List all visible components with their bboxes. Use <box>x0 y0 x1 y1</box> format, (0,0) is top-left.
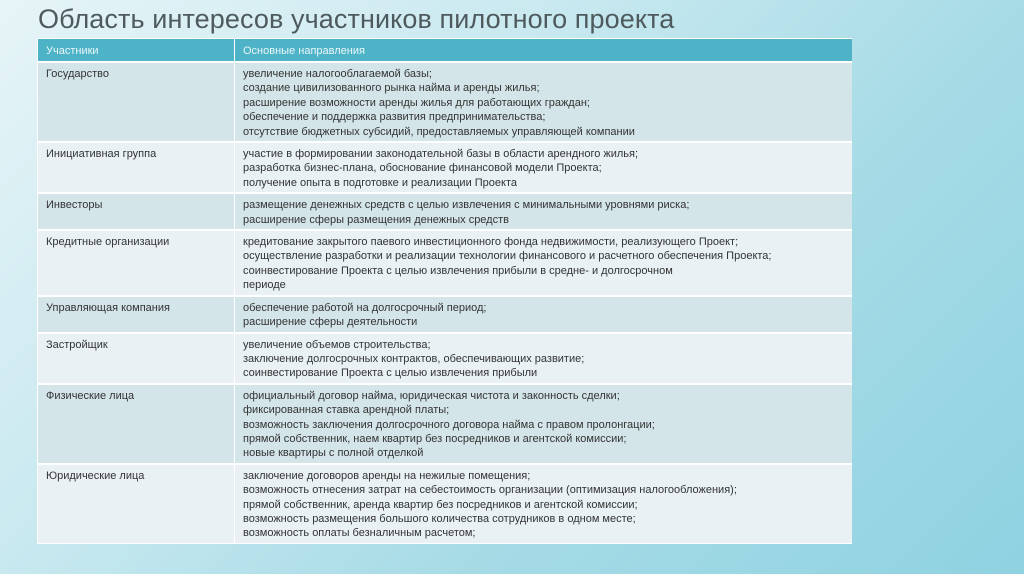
direction-line: участие в формировании законодательной базы в области арендного жилья; <box>243 148 639 161</box>
direction-line: обеспечение и поддержка развития предпринимательства; <box>243 111 546 124</box>
table-row <box>38 230 853 296</box>
direction-line: отсутствие бюджетных субсидий, предоставляемых управляющей компании <box>243 125 635 138</box>
direction-line: прямой собственник, аренда квартир без посредников и агентской комиссии; <box>243 498 638 511</box>
direction-line: расширение возможности аренды жилья для работающих граждан; <box>243 96 590 109</box>
table-row <box>38 142 853 193</box>
directions-cell <box>235 230 853 296</box>
direction-line: создание цивилизованного рынка найма и аренды жилья; <box>243 82 540 95</box>
table-row <box>38 333 853 384</box>
direction-line: возможность отнесения затрат на себестоимость организации (оптимизация налогообложения); <box>243 484 737 497</box>
directions-cell <box>235 384 853 464</box>
direction-line: фиксированная ставка арендной платы; <box>243 404 450 417</box>
table-row <box>38 62 853 142</box>
participant-cell: Инициативная группа <box>38 142 235 193</box>
participant-cell: Государство <box>38 62 235 142</box>
direction-line: прямой собственник, наем квартир без посредников и агентской комиссии; <box>243 432 627 445</box>
participant-cell: Застройщик <box>38 333 235 384</box>
participant-cell: Юридические лица <box>38 464 235 544</box>
direction-line: возможность размещения большого количества сотрудников в одном месте; <box>243 512 636 525</box>
header-directions: Основные направления <box>235 39 853 63</box>
direction-line: увеличение объемов строительства; <box>243 338 431 351</box>
direction-line: размещение денежных средств с целью извлечения с минимальными уровнями риска; <box>243 199 690 212</box>
direction-line: осуществление разработки и реализации технологии финансового и расчетного обеспечения Проекта; <box>243 250 772 263</box>
direction-line: обеспечение работой на долгосрочный период; <box>243 301 487 314</box>
header-participants: Участники <box>38 39 235 63</box>
direction-line: новые квартиры с полной отделкой <box>243 447 424 460</box>
direction-line: соинвестирование Проекта с целью извлечения прибыли в средне- и долгосрочном <box>243 264 673 277</box>
table-row <box>38 384 853 464</box>
participant-cell: Кредитные организации <box>38 230 235 296</box>
direction-line: кредитование закрытого паевого инвестиционного фонда недвижимости, реализующего Проект; <box>243 236 739 249</box>
directions-cell <box>235 142 853 193</box>
directions-cell <box>235 62 853 142</box>
direction-line: получение опыта в подготовке и реализации Проекта <box>243 176 517 189</box>
table-header-row <box>38 39 853 63</box>
direction-line: заключение долгосрочных контрактов, обеспечивающих развитие; <box>243 352 585 365</box>
direction-line: возможность заключения долгосрочного договора найма с правом пролонгации; <box>243 418 655 431</box>
direction-line: периоде <box>243 279 286 292</box>
direction-line: возможность оплаты безналичным расчетом; <box>243 527 476 540</box>
participant-cell: Инвесторы <box>38 193 235 230</box>
direction-line: расширение сферы размещения денежных средств <box>243 213 509 226</box>
directions-cell <box>235 464 853 544</box>
direction-line: разработка бизнес-плана, обоснование финансовой модели Проекта; <box>243 162 602 175</box>
table-body <box>38 62 853 543</box>
direction-line: увеличение налогооблагаемой базы; <box>243 68 432 80</box>
participants-table <box>37 38 852 544</box>
table-row <box>38 296 853 333</box>
direction-line: соинвестирование Проекта с целью извлечения прибыли <box>243 367 538 380</box>
participant-cell: Физические лица <box>38 384 235 464</box>
directions-cell <box>235 296 853 333</box>
directions-cell <box>235 333 853 384</box>
table-row <box>38 193 853 230</box>
direction-line: официальный договор найма, юридическая чистота и законность сделки; <box>243 389 620 402</box>
participants-table-container <box>37 38 852 574</box>
direction-line: расширение сферы деятельности <box>243 316 418 329</box>
slide-title: Область интересов участников пилотного проекта <box>38 4 675 34</box>
directions-cell <box>235 193 853 230</box>
participant-cell: Управляющая компания <box>38 296 235 333</box>
direction-line: заключение договоров аренды на нежилые помещения; <box>243 469 531 482</box>
table-row <box>38 464 853 544</box>
